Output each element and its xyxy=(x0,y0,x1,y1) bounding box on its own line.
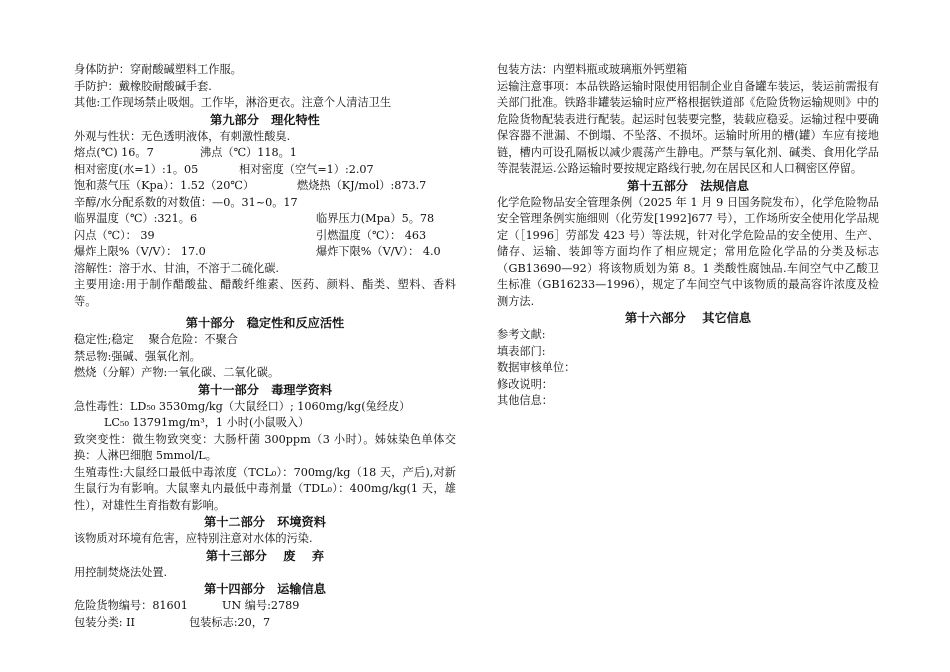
packing-method: 包装方法：内塑料瓶或玻璃瓶外钙塑箱 xyxy=(497,63,688,76)
ignition-temperature: 引燃温度（℃）： 463 xyxy=(316,228,427,242)
acute-toxicity: 急性毒性：LD₅₀ 3530mg/kg（大鼠经口）; 1060mg/kg(兔经皮） xyxy=(74,399,411,413)
dangerous-goods-number: 危险货物编号：81601 xyxy=(74,599,188,612)
melting-point: 熔点(℃) 16。7 xyxy=(74,146,154,159)
regulation-text: 化学危险物品安全管理条例（2025 年 1 月 9 日国务院发布），化学危险物品安全管理条例实施细则（化劳发[1992]677 号），工作场所安全使用化学品规定（［1996］劳部发 423 号）等法规，针对化学危险品的安全使用、生产、储存、运输、装卸等方面均作了相应规定；常用危险化学品的分类及标志（GB13690—92）将该物质划为第 8。1 类酸性腐蚀品.车间空气中乙酸卫生标准（GB16233—1996），规定了车间空气中该物质的最高容许浓度及检测方法. xyxy=(497,195,879,308)
critical-temperature: 临界温度（℃）:321。6 xyxy=(74,212,198,225)
vapor-pressure: 饱和蒸气压（Kpa）：1.52（20℃） xyxy=(74,179,255,192)
section-11-title: 第十一部分 毒理学资料 xyxy=(197,382,333,397)
packing-row xyxy=(74,615,456,632)
disposal-text: 用控制焚烧法处置. xyxy=(74,565,168,579)
left-column xyxy=(74,62,456,631)
incompatible-materials: 禁忌物:强碱、强氧化剂。 xyxy=(74,349,201,363)
stability: 稳定性;稳定 聚合危险：不聚合 xyxy=(74,333,238,346)
partition-coefficient: 辛醇/水分配系数的对数值：—0。31~0。17 xyxy=(74,195,298,209)
packing-class: 包装分类: II xyxy=(74,615,135,629)
boiling-point: 沸点（℃）118。1 xyxy=(200,146,297,159)
section-13-title: 第十三部分 废 弃 xyxy=(205,548,325,563)
acute-toxicity-lc50: LC₅₀ 13791mg/m³，1 小时(小鼠吸入） xyxy=(104,416,310,429)
transport-notes: 运输注意事项：本品铁路运输时限使用铝制企业自备罐车装运，装运前需报有关部门批准。铁路非罐装运输时应严格根据铁道部《危险货物运输规则》中的危险货物配装表进行配装。起运时包装要完整，装载应稳妥。运输过程中要确保容器不泄漏、不倒塌、不坠落、不损坏。运输时所用的槽(罐）车应有接地链，槽内可设孔隔板以减少震荡产生静电。严禁与氧化剂、碱类、食用化学品等混装混运.公路运输时要按规定路线行驶,勿在居民区和人口稠密区停留。 xyxy=(497,79,879,175)
protect-other: 其他:工作现场禁止吸烟。工作毕，淋浴更衣。注意个人清洁卫生 xyxy=(74,96,392,109)
critical-row xyxy=(74,211,456,228)
protect-body: 身体防护：穿耐酸碱塑料工作服。 xyxy=(74,63,242,76)
appearance: 外观与性状：无色透明液体，有刺激性酸臭. xyxy=(74,129,291,143)
other-information: 其他信息： xyxy=(497,394,553,407)
protect-hand: 手防护：戴橡胶耐酸碱手套. xyxy=(74,79,212,93)
explosion-lower-limit: 爆炸下限%（V/V）： 4.0 xyxy=(316,245,441,258)
dangerous-goods-row xyxy=(74,598,456,615)
explosion-upper-limit: 爆炸上限%（V/V）： 17.0 xyxy=(74,245,206,258)
density-row xyxy=(74,162,456,179)
references: 参考文献: xyxy=(497,328,546,341)
solubility: 溶解性：溶于水、甘油，不溶于二硫化碳. xyxy=(74,261,279,275)
mutagenicity: 致突变性：微生物致突变：大肠杆菌 300ppm（3 小时）。姊妹染色单体交换：人淋巴细胞 5mmol/L。 xyxy=(74,432,456,462)
packing-label: 包装标志:20，7 xyxy=(189,615,271,629)
decomposition-products: 燃烧（分解）产物:一氧化碳、二氧化碳。 xyxy=(74,366,280,379)
combustion-heat: 燃烧热（KJ/mol）:873.7 xyxy=(297,179,427,192)
section-14-title: 第十四部分 运输信息 xyxy=(204,582,326,596)
flash-row xyxy=(74,228,456,245)
critical-pressure: 临界压力(Mpa）5。78 xyxy=(316,212,435,225)
right-column xyxy=(497,62,879,410)
section-15-title: 第十五部分 法规信息 xyxy=(627,178,749,193)
section-10-title: 第十部分 稳定性和反应活性 xyxy=(185,316,345,330)
explosion-row xyxy=(74,244,456,261)
reproductive-toxicity: 生殖毒性:大鼠经口最低中毒浓度（TCL₀）：700mg/kg（18 天，产后),对新生鼠行为有影响。大鼠睾丸内最低中毒剂量（TDL₀）：400mg/kg(1 天，雄性），对雄性生育指数有影响。 xyxy=(74,465,456,512)
filling-department: 填表部门: xyxy=(497,344,546,358)
section-16-title: 第十六部分 其它信息 xyxy=(624,311,752,325)
relative-density-air: 相对密度（空气=1）:2.07 xyxy=(239,162,374,176)
vapor-row xyxy=(74,178,456,195)
environment-text: 该物质对环境有危害，应特别注意对水体的污染. xyxy=(74,532,313,545)
un-number: UN 编号:2789 xyxy=(222,599,300,612)
relative-density-water: 相对密度(水=1）:1。05 xyxy=(74,162,199,176)
section-12-title: 第十二部分 环境资料 xyxy=(204,515,326,529)
revision-notes: 修改说明： xyxy=(497,377,553,391)
data-reviewer: 数据审核单位： xyxy=(497,361,576,374)
flash-point: 闪点（℃）： 39 xyxy=(74,228,155,242)
section-9-title: 第九部分 理化特性 xyxy=(210,112,320,127)
melting-boiling-row xyxy=(74,145,456,162)
main-use: 主要用途:用于制作醋酸盐、醋酸纤维素、医药、颜料、酯类、塑料、香料等。 xyxy=(74,278,456,308)
